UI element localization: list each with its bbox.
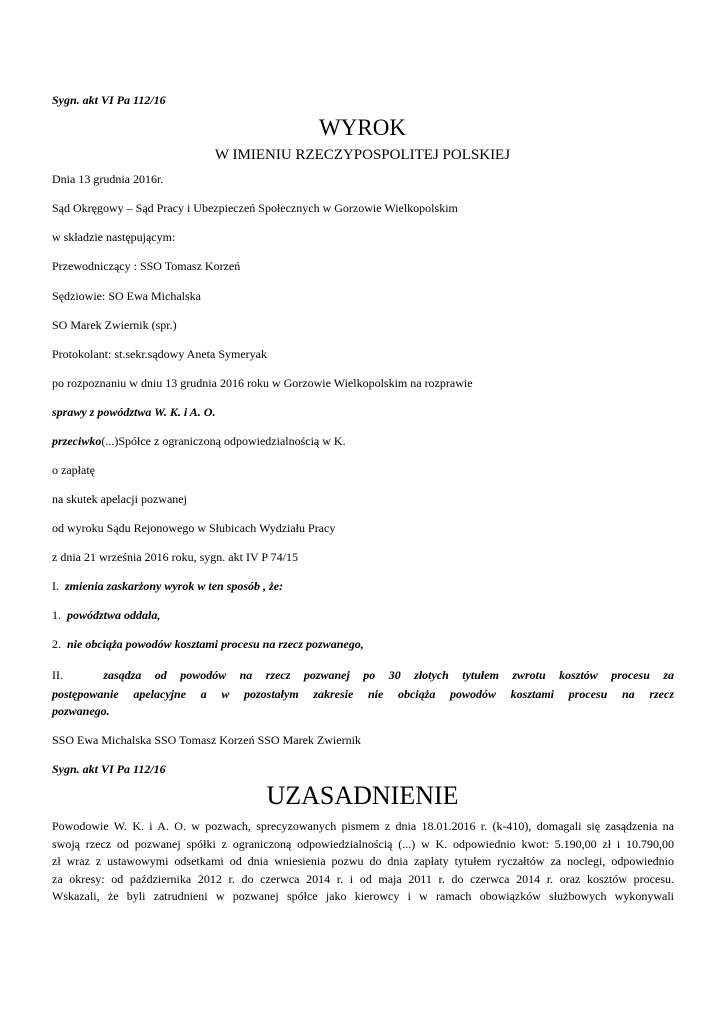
justification-title: UZASADNIENIE: [266, 781, 459, 810]
appeal-info: na skutek apelacji pozwanej: [52, 492, 187, 506]
case-subject: o zapłatę: [52, 463, 95, 477]
judgment-date: Dnia 13 grudnia 2016r.: [52, 172, 164, 186]
point-1-number: 1.: [52, 608, 61, 622]
point-2: [52, 636, 364, 652]
composition-intro: w składzie następującym:: [52, 230, 176, 244]
justification-line: Powodowie W. K. i A. O. w pozwach, sprecyzowanych pismem z dnia 18.01.2016 r. (k-410), domagali się zasądzenia na: [52, 819, 674, 833]
point-II-line-3: pozwanego.: [52, 704, 110, 718]
point-II-line-2: postępowanie apelacyjne a w pozostałym zakresie nie obciąża powodów kosztami procesu na rzecz: [52, 687, 674, 701]
lower-court-judgment: od wyroku Sądu Rejonowego w Słubicach Wydziału Pracy: [52, 521, 336, 535]
justification-line: Wskazali, że byli zatrudnieni w pozwanej spółce jako kierowcy i w ramach obowiązków służbowych wykonywali: [52, 889, 674, 903]
point-I-number: I.: [52, 579, 59, 593]
judges-line-1: Sędziowie: SO Ewa Michalska: [52, 289, 201, 303]
court-clerk: Protokolant: st.sekr.sądowy Aneta Symeryak: [52, 347, 267, 361]
point-2-text: nie obciąża powodów kosztami procesu na rzecz pozwanego,: [67, 637, 364, 651]
defendant-line: [52, 433, 346, 449]
point-2-number: 2.: [52, 637, 61, 651]
point-I-text: zmienia zaskarżony wyrok w ten sposób , że:: [65, 579, 284, 593]
point-1-text: powództwa oddala,: [67, 608, 161, 622]
justification-line: zł wraz z ustawowymi odsetkami od dnia wniesienia pozwu do dnia zapłaty tytułem ryczałtów za noclegi, odpowiednio: [52, 854, 674, 868]
case-reference-top: Sygn. akt VI Pa 112/16: [52, 93, 166, 107]
court-name: Sąd Okręgowy – Sąd Pracy i Ubezpieczeń Społecznych w Gorzowie Wielkopolskim: [52, 201, 458, 215]
point-II-line-1: [52, 666, 674, 685]
hearing-info: po rozpoznaniu w dniu 13 grudnia 2016 roku w Gorzowie Wielkopolskim na rozprawie: [52, 376, 473, 390]
judges-signatures: SSO Ewa Michalska SSO Tomasz Korzeń SSO Marek Zwiernik: [52, 733, 361, 747]
justification-line: swoją rzecz od pozwanej spółki z ograniczoną odpowiedzialnością (...) w K. odpowiednio kwot: 5.190,00 zł i 10.790,00: [52, 836, 674, 851]
point-II-number: II.: [52, 668, 63, 682]
judges-line-2: SO Marek Zwiernik (spr.): [52, 318, 177, 332]
defendant-name: (...)Spółce z ograniczoną odpowiedzialnością w K.: [101, 434, 346, 448]
case-parties: sprawy z powództwa W. K. i A. O.: [52, 405, 216, 419]
document-title: WYROK: [319, 115, 406, 140]
point-II-text-1: zasądza od powodów na rzecz pozwanej po 30 złotych tytułem zwrotu kosztów procesu za: [103, 668, 675, 682]
lower-court-judgment-date: z dnia 21 września 2016 roku, sygn. akt IV P 74/15: [52, 550, 298, 564]
presiding-judge: Przewodniczący : SSO Tomasz Korzeń: [52, 259, 241, 273]
case-reference-bottom: Sygn. akt VI Pa 112/16: [52, 762, 166, 776]
justification-line: za okresy: od października 2012 r. do czerwca 2014 r. i od maja 2011 r. do czerwca 2014 r. oraz kosztów procesu.: [52, 871, 674, 886]
point-I: [52, 578, 283, 594]
document-subtitle: W IMIENIU RZECZYPOSPOLITEJ POLSKIEJ: [214, 147, 511, 163]
against-label: przeciwko: [52, 434, 102, 448]
point-1: [52, 607, 160, 623]
